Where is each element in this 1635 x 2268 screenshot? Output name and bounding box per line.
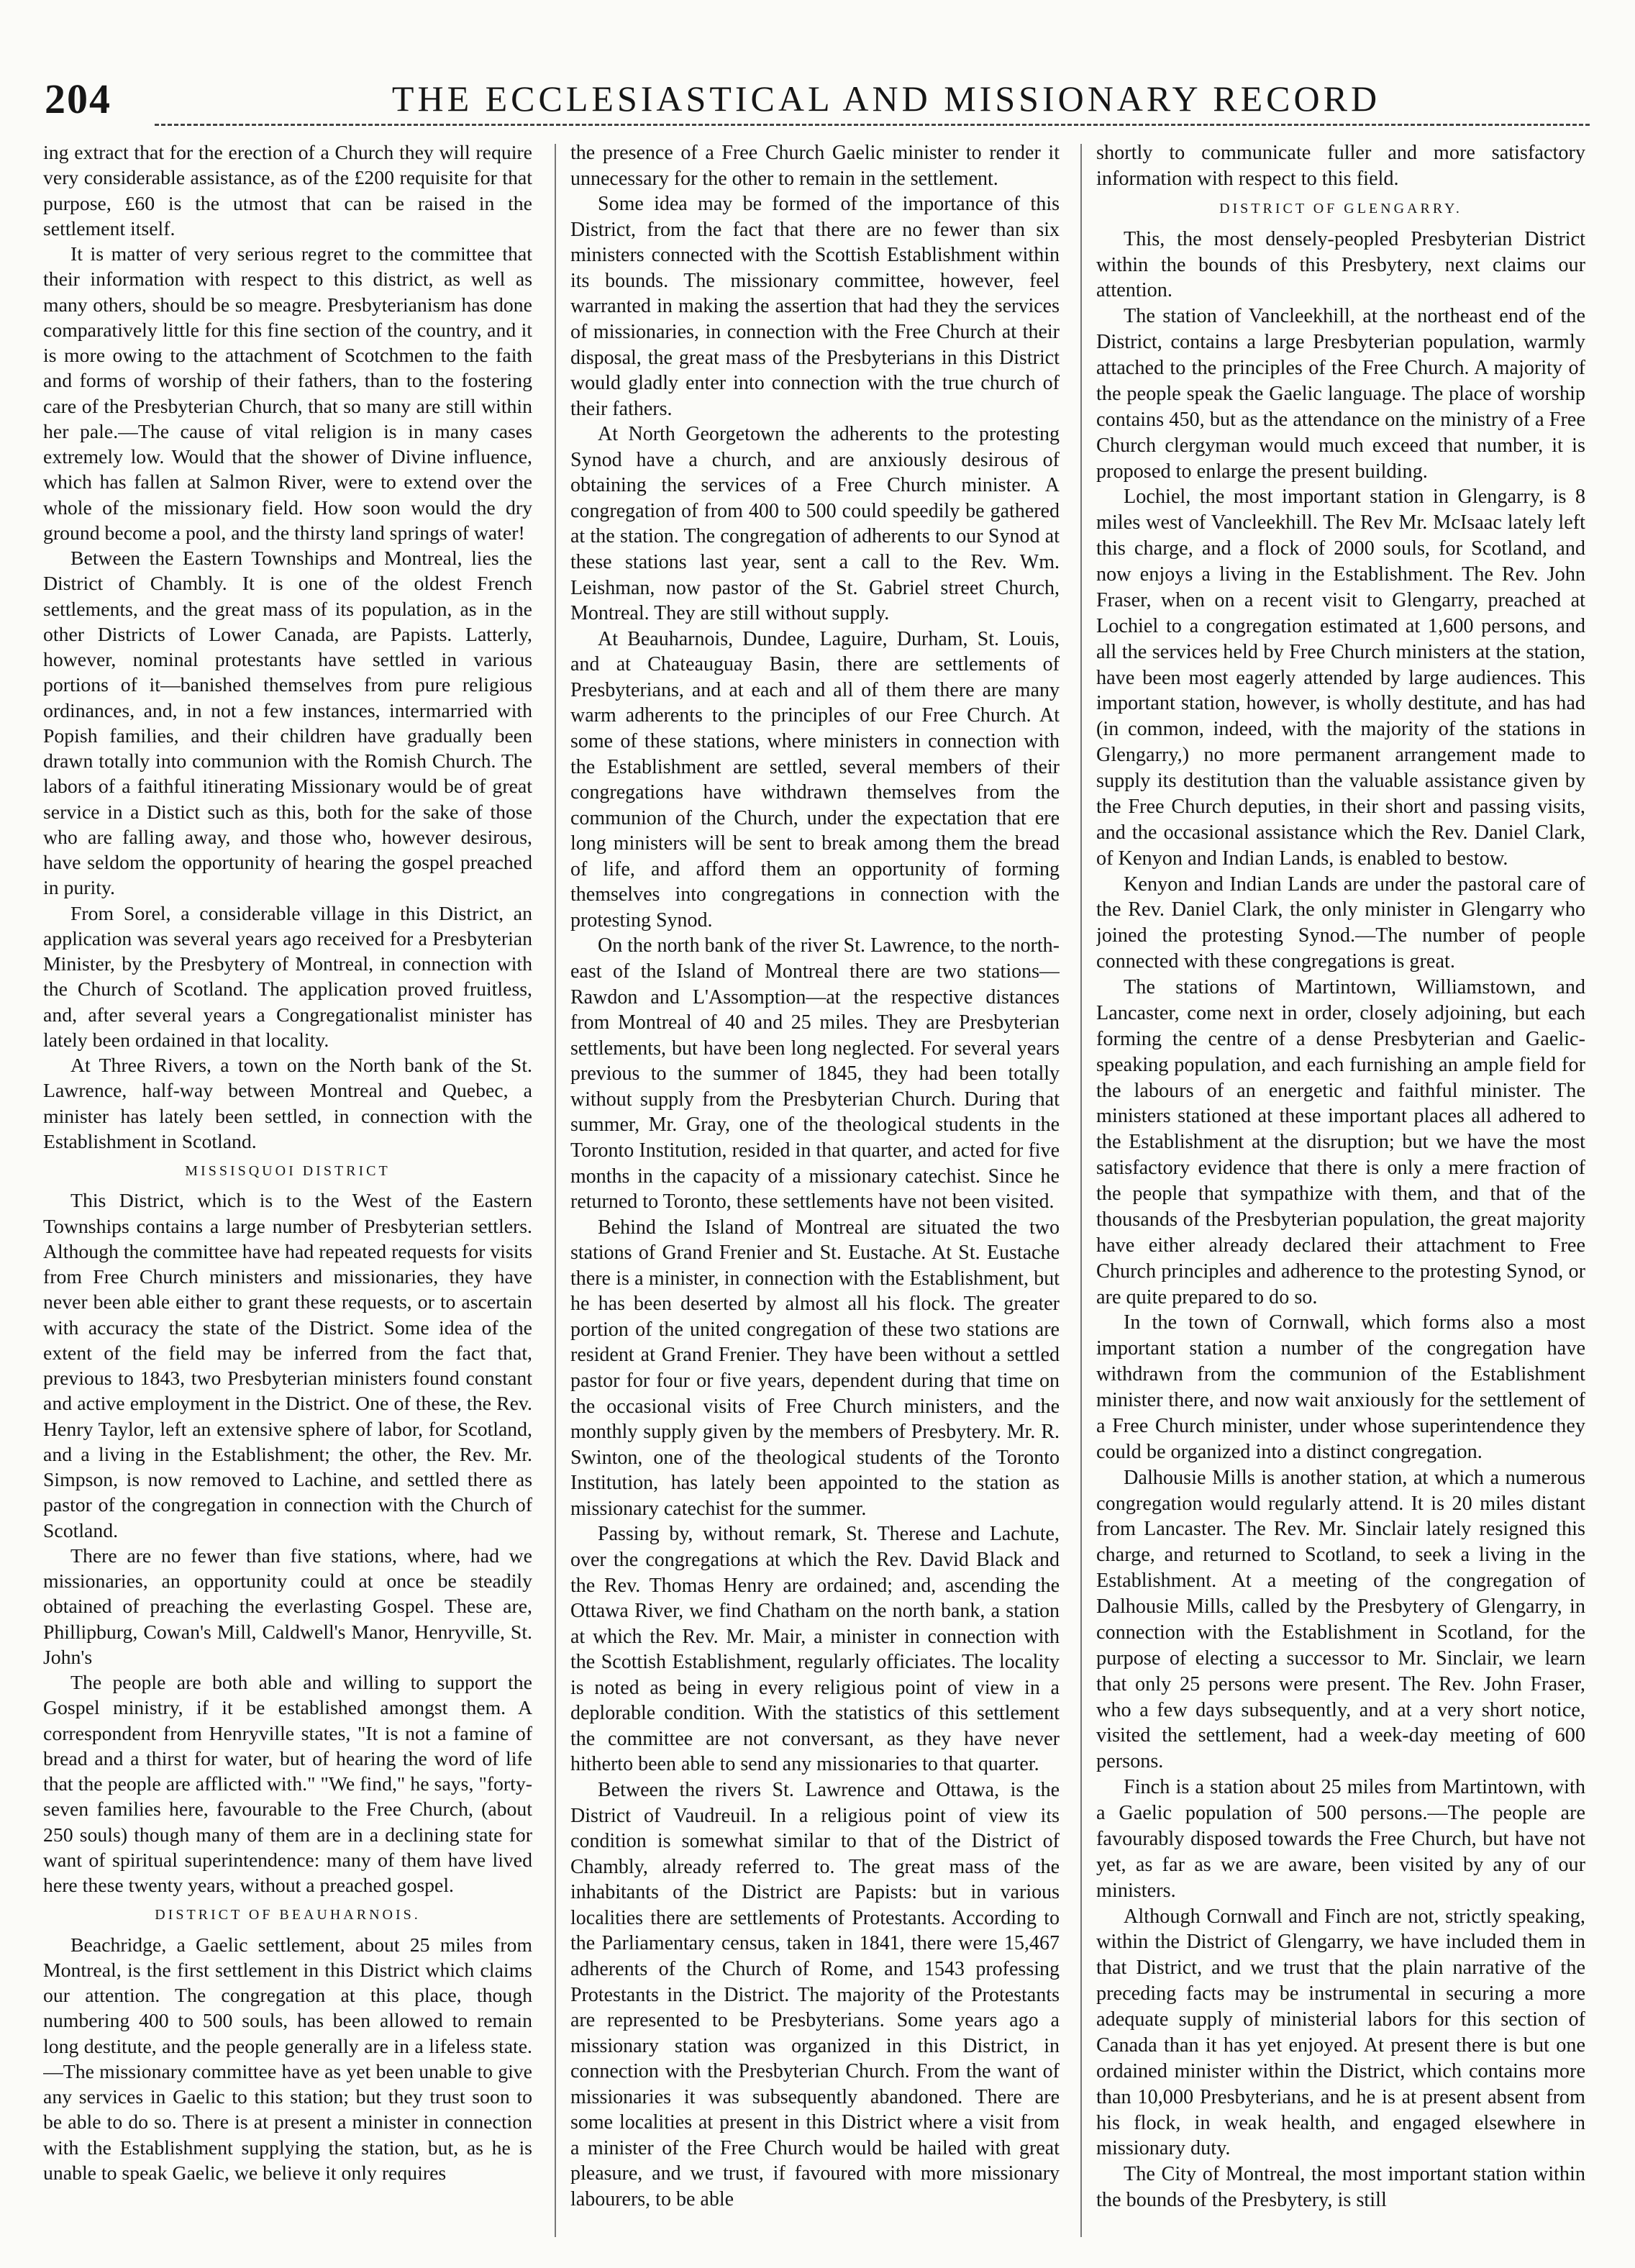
paragraph: In the town of Cornwall, which forms also a most important station a number of the congregation have withdrawn from the communion of the Establishment minister there, and now wait anxiously for the settlement of a Free Church minister, under whose superintendence they could be organized into a distinct congregation. bbox=[1096, 1311, 1585, 1463]
paragraph: There are no fewer than five stations, where, had we missionaries, an opportunity could at once be steadily obtained of preaching the everlasting Gospel. These are, Phillipburg, Cowan's Mill, Caldwell's Manor, Henryville, St. John's bbox=[43, 1544, 532, 1669]
column-2 bbox=[570, 140, 1060, 2244]
paragraph: It is matter of very serious regret to the committee that their information with respect to this district, as well as many others, should be so meagre. Presbyterianism has done comparatively little for this fine section of the country, and it is more owing to the attachment of Scotchmen to the faith and forms of worship of their fathers, than to the fostering care of the Presbyterian Church, that so many are still within her pale.—The cause of vital religion is in many cases extremely low. Would that the shower of Divine influence, which has fallen at Salmon River, were to extend over the whole of the missionary field. How soon would the dry ground become a pool, and the thirsty land springs of water! bbox=[43, 243, 532, 545]
paragraph: On the north bank of the river St. Lawrence, to the north-east of the Island of Montreal there are two stations—Rawdon and L'Assomption—at the respective distances from Montreal of 40 and 25 miles. They are Presbyterian settlements, but have been long neglected. For several years previous to the summer of 1845, they had been totally without supply from the Presbyterian Church. During that summer, Mr. Gray, one of the theological students in the Toronto Institution, resided in that quarter, and acted for five months in the capacity of a missionary catechist. Since he returned to Toronto, these settlements have not been visited. bbox=[570, 934, 1060, 1213]
column-3 bbox=[1096, 140, 1585, 2244]
paragraph: Passing by, without remark, St. Therese and Lachute, over the congregations at which the Rev. David Black and the Rev. Thomas Henry are ordained; and, ascending the Ottawa River, we find Chatham on the north bank, a station at which the Rev. Mr. Mair, a minister in connection with the Scottish Establishment, regularly officiates. The locality is noted as being in every religious point of view in a deplorable condition. With the statistics of this settlement the committee are not conversant, as they have never hitherto been able to send any missionaries to that quarter. bbox=[570, 1523, 1060, 1776]
paragraph: The City of Montreal, the most important station within the bounds of the Presbytery, is still bbox=[1096, 2163, 1585, 2212]
paragraph: This District, which is to the West of the Eastern Townships contains a large number of Presbyterian settlers. Although the committee have had repeated requests for visits from Free Church ministers and missionaries, they have never been able either to grant these requests, or to ascertain with accuracy the state of the District. Some idea of the extent of the field may be inferred from the fact that, previous to 1843, two Presbyterian ministers found constant and active employment in the District. One of these, the Rev. Henry Taylor, left an extensive sphere of labor, for Scotland, and a living in the Establishment; the other, the Rev. Mr. Simpson, is now removed to Lachine, and settled there as pastor of the congregation in connection with the Church of Scotland. bbox=[43, 1190, 532, 1542]
section-heading: MISSISQUOI DISTRICT bbox=[185, 1163, 391, 1179]
paragraph: This, the most densely-peopled Presbyterian District within the bounds of this Presbytery, next claims our attention. bbox=[1096, 227, 1585, 302]
page-header bbox=[45, 72, 1591, 129]
paragraph: Dalhousie Mills is another station, at which a numerous congregation would regularly attend. It is 20 miles distant from Lancaster. The Rev. Mr. Sinclair lately resigned this charge, and returned to Scotland, to seek a living in the Establishment. At a meeting of the congregation of Dalhousie Mills, called by the Presbytery of Glengarry, in connection with the Establishment in Scotland, for the purpose of electing a successor to Mr. Sinclair, we learn that only 25 persons were present. The Rev. John Fraser, who a few days subsequently, and at a very short notice, visited the settlement, had a week-day meeting of 600 persons. bbox=[1096, 1466, 1585, 1773]
paragraph: The stations of Martintown, Williamstown, and Lancaster, come next in order, closely adjoining, but each forming the centre of a dense Presbyterian and Gaelic-speaking population, and each furnishing an ample field for the labours of an energetic and faithful minister. The ministers stationed at these important places all adhered to the Establishment at the disruption; but we have the most satisfactory evidence that there is only a mere fraction of the people that sympathize with them, and that of the thousands of the Presbyterian population, the great majority have either already declared their attachment to Free Church principles and adherence to the protesting Synod, or are quite prepared to do so. bbox=[1096, 976, 1585, 1308]
paragraph: the presence of a Free Church Gaelic minister to render it unnecessary for the other to remain in the settlement. bbox=[570, 142, 1060, 190]
paragraph: Although Cornwall and Finch are not, strictly speaking, within the District of Glengarry, we have included them in that District, and we trust that the plain narrative of the preceding facts may be instrumental in securing a more adequate supply of ministerial labors for this section of Canada than it has yet enjoyed. At present there is but one ordained minister within the District, which contains more than 10,000 Presbyterians, and he is at present absent from his flock, in weak health, and engaged elsewhere in missionary duty. bbox=[1096, 1905, 1585, 2160]
paragraph: Behind the Island of Montreal are situated the two stations of Grand Frenier and St. Eustache. At St. Eustache there is a minister, in connection with the Establishment, but he has been deserted by almost all his flock. The greater portion of the united congregation of these two stations are resident at Grand Frenier. They have been without a settled pastor for four or five years, dependent during that time on the occasional visits of Free Church ministers, and the monthly supply given by the members of Presbytery. Mr. R. Swinton, one of the theological students of the Toronto Institution, has lately been appointed to the station as missionary catechist for the summer. bbox=[570, 1216, 1060, 1520]
column-1 bbox=[43, 140, 532, 2244]
section-heading: DISTRICT OF BEAUHARNOIS. bbox=[155, 1907, 421, 1923]
paragraph: Some idea may be formed of the importance of this District, from the fact that there are no fewer than six ministers connected with the Scottish Establishment within its bounds. The missionary committee, however, feel warranted in making the assertion that had they the services of missionaries, in connection with the Free Church at their disposal, the great mass of the Presbyterians in this District would gladly enter into connection with the true church of their fathers. bbox=[570, 193, 1060, 420]
paragraph: Between the Eastern Townships and Montreal, lies the District of Chambly. It is one of the oldest French settlements, and the great mass of its population, as in the other Districts of Lower Canada, are Papists. Latterly, however, nominal protestants have settled in various portions of it—banished themselves from pure religious ordinances, and, in not a few instances, intermarried with Popish families, and their children have gradually been drawn totally into communion with the Romish Church. The labors of a faithful itinerating Missionary would be of great service in a Distict such as this, both for the sake of those who are falling away, and those who, however desirous, have seldom the opportunity of hearing the gospel preached in purity. bbox=[43, 547, 532, 900]
paragraph: Finch is a station about 25 miles from Martintown, with a Gaelic population of 500 persons.—The people are favourably disposed towards the Free Church, but have not yet, as far as we are aware, been visited by any of our ministers. bbox=[1096, 1776, 1585, 1902]
paragraph: At North Georgetown the adherents to the protesting Synod have a church, and are anxiously desirous of obtaining the services of a Free Church minister. A congregation of from 400 to 500 could speedily be gathered at the station. The congregation of adherents to our Synod at these stations last year, sent a call to the Rev. Wm. Leishman, now pastor of the St. Gabriel street Church, Montreal. They are still without supply. bbox=[570, 423, 1060, 625]
column-divider bbox=[1080, 144, 1082, 2237]
paragraph: At Beauharnois, Dundee, Laguire, Durham, St. Louis, and at Chateauguay Basin, there are settlements of Presbyterians, and at each and all of them there are many warm adherents to the principles of our Free Church. At some of these stations, where ministers in connection with the Establishment are settled, several members of their congregations have withdrawn themselves from the communion of the Church, under the expectation that ere long ministers will be sent to break among them the bread of life, and afford them an opportunity of forming themselves into congregations in connection with the protesting Synod. bbox=[570, 627, 1060, 932]
paragraph: Lochiel, the most important station in Glengarry, is 8 miles west of Vancleekhill. The Rev Mr. McIsaac lately left this charge, and a flock of 2000 souls, for Scotland, and now enjoys a living in the Establishment. The Rev. John Fraser, when on a recent visit to Glengarry, preached at Lochiel to a congregation estimated at 1,600 persons, and all the services held by Free Church ministers at the station, have been most eagerly attended by large audiences. This important station, however, is wholly destitute, and has had (in common, indeed, with the majority of the stations in Glengarry,) no more permanent arrangement made to supply its destitution than the valuable assistance given by the Free Church deputies, in their short and passing visits, and the occasional assistance which the Rev. Daniel Clark, of Kenyon and Indian Lands, is enabled to bestow. bbox=[1096, 486, 1585, 870]
column-divider bbox=[555, 144, 556, 2237]
section-heading: DISTRICT OF GLENGARRY. bbox=[1219, 200, 1462, 217]
header-rule bbox=[155, 124, 1590, 126]
page-number: 204 bbox=[45, 76, 111, 122]
paragraph: Beachridge, a Gaelic settlement, about 25 miles from Montreal, is the first settlement in this District which claims our attention. The congregation at this place, though numbering 400 to 500 souls, has been allowed to remain long destitute, and the people generally are in a lifeless state.—The missionary committee have as yet been unable to give any services in Gaelic to this station; but they trust soon to be able to do so. There is at present a minister in connection with the Establishment supplying the station, but, as he is unable to speak Gaelic, we believe it only requires bbox=[43, 1934, 532, 2185]
running-title: THE ECCLESIASTICAL AND MISSIONARY RECORD bbox=[391, 78, 1381, 119]
paragraph: From Sorel, a considerable village in this District, an application was several years ago received for a Presbyterian Minister, by the Presbytery of Montreal, in connection with the Church of Scotland. The application proved fruitless, and, after several years a Congregationalist minister has lately been ordained in that locality. bbox=[43, 902, 532, 1052]
paragraph: Between the rivers St. Lawrence and Ottawa, is the District of Vaudreuil. In a religious point of view its condition is somewhat similar to that of the District of Chambly, already referred to. The great mass of the inhabitants of the District are Papists: but in various localities there are settlements of Protestants. According to the Parliamentary census, taken in 1841, there were 15,467 adherents of the Church of Rome, and 1543 professing Protestants in the District. The majority of the Protestants are represented to be Presbyterians. Some years ago a missionary station was organized in this District, in connection with the Presbyterian Church. From the want of missionaries it was subsequently abandoned. There are some localities at present in this District where a visit from a minister of the Free Church would be hailed with great pleasure, and we trust, if favoured with more missionary labourers, to be able bbox=[570, 1779, 1060, 2210]
paragraph: At Three Rivers, a town on the North bank of the St. Lawrence, half-way between Montreal and Quebec, a minister has lately been settled, in connection with the Establishment in Scotland. bbox=[43, 1055, 532, 1153]
paragraph: The people are both able and willing to support the Gospel ministry, if it be established amongst them. A correspondent from Henryville states, "It is not a famine of bread and a thirst for water, but of hearing the word of life that the people are afflicted with." "We find," he says, "forty-seven families here, favourable to the Free Church, (about 250 souls) though many of them are in a declining state for want of spiritual superintendence: many of them have lived here these twenty years, without a preached gospel. bbox=[43, 1672, 532, 1897]
paragraph: shortly to communicate fuller and more satisfactory information with respect to this field. bbox=[1096, 142, 1585, 190]
paragraph: Kenyon and Indian Lands are under the pastoral care of the Rev. Daniel Clark, the only minister in Glengarry who joined the protesting Synod.—The number of people connected with these congregations is great. bbox=[1096, 873, 1585, 973]
paragraph: The station of Vancleekhill, at the northeast end of the District, contains a large Presbyterian population, warmly attached to the principles of the Free Church. A majority of the people speak the Gaelic language. The place of worship contains 450, but as the attendance on the ministry of a Free Church clergyman would much exceed that number, it is proposed to enlarge the present building. bbox=[1096, 305, 1585, 483]
paragraph: ing extract that for the erection of a Church they will require very considerable assistance, as of the £200 requisite for that purpose, £60 is the utmost that can be raised in the settlement itself. bbox=[43, 142, 532, 240]
